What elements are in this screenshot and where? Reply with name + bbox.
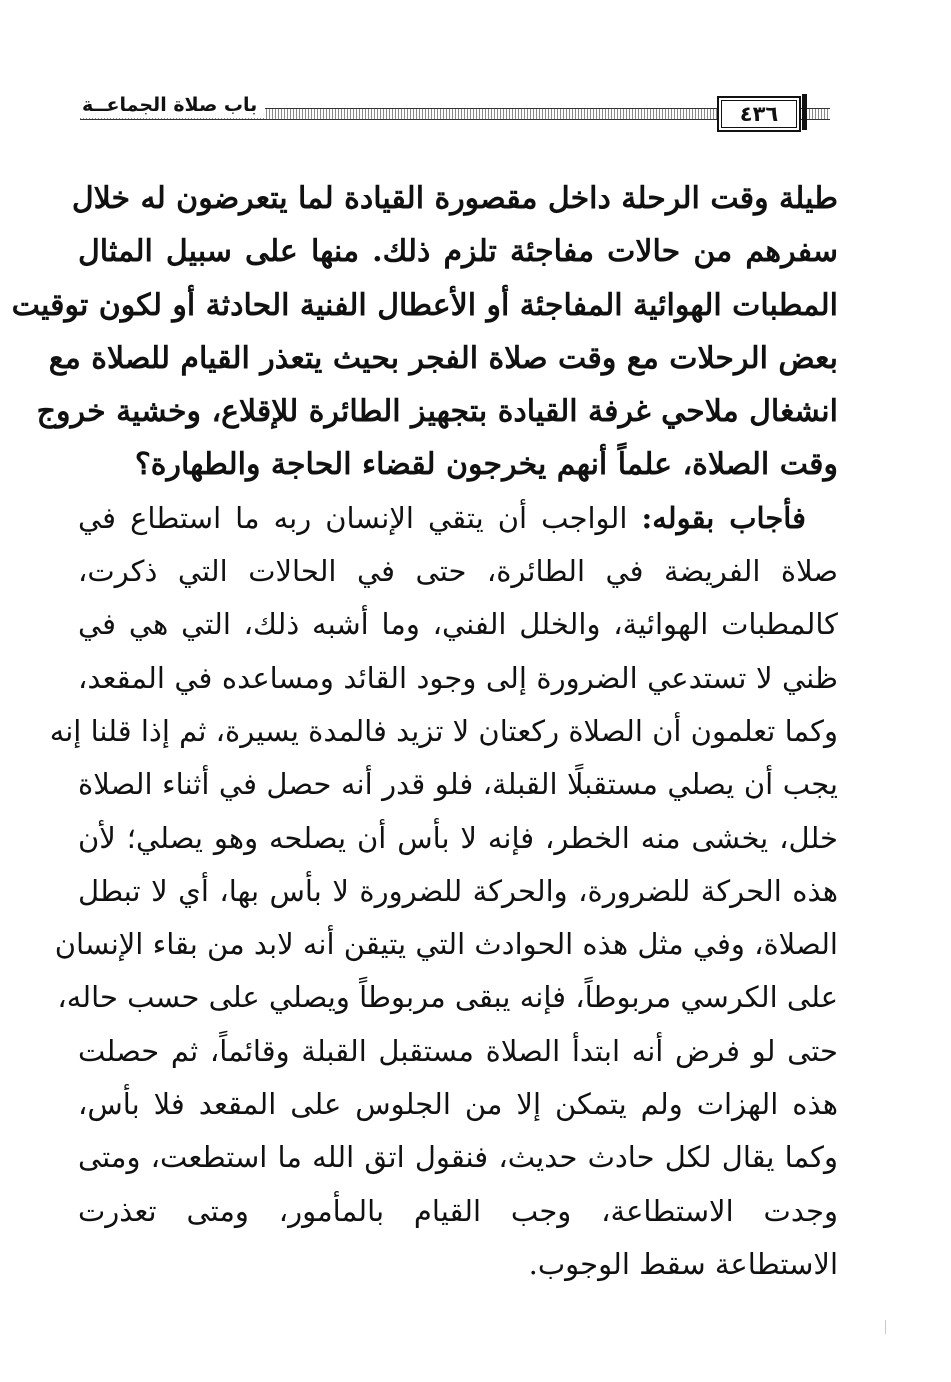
answer-line: وكما تعلمون أن الصلاة ركعتان لا تزيد فالمدة يسيرة، ثم إذا قلنا إنه [49,713,838,748]
running-header [80,88,830,134]
answer-line: هذه الحركة للضرورة، والحركة للضرورة لا بأس بها، أي لا تبطل [78,873,838,908]
answer-lead: فأجاب بقوله: [641,500,807,535]
answer-line: صلاة الفريضة في الطائرة، حتى في الحالات التي ذكرت، [78,554,838,589]
question-line: بعض الرحلات مع وقت صلاة الفجر بحيث يتعذر القيام للصلاة مع [48,340,838,376]
question-line: سفرهم من حالات مفاجئة تلزم ذلك. منها على سبيل المثال [78,234,838,270]
page-number: ٤٣٦ [717,96,801,132]
question-line: المطبات الهوائية المفاجئة أو الأعطال الفنية الحادثة أو لكون توقيت [11,287,838,323]
answer-paragraph [49,492,838,1291]
answer-line: كالمطبات الهوائية، والخلل الفني، وما أشبه ذلك، التي هي في [78,607,838,642]
answer-line: هذه الهزات ولم يتمكن إلا من الجلوس على المقعد فلا بأس، [78,1087,838,1122]
answer-line: حتى لو فرض أنه ابتدأ الصلاة مستقبل القبلة وقائماً، ثم حصلت [78,1033,838,1068]
chapter-title: باب صلاة الجماعــة [80,92,265,118]
answer-line: ظني لا تستدعي الضرورة إلى وجود القائد ومساعده في المقعد، [78,660,838,695]
page-body [11,172,838,1291]
answer-line: خلل، يخشى منه الخطر، فإنه لا بأس أن يصلحه وهو يصلي؛ لأن [78,820,838,855]
question-paragraph [11,172,838,492]
answer-line: على الكرسي مربوطاً، فإنه يبقى مربوطاً ويصلي على حسب حاله، [57,980,838,1015]
answer-line: يجب أن يصلي مستقبلًا القبلة، فلو قدر أنه حصل في أثناء الصلاة [78,767,838,802]
answer-line: وكما يقال لكل حادث حديث، فنقول اتق الله ما استطعت، ومتى [78,1140,838,1175]
question-line: انشغال ملاحي غرفة القيادة بتجهيز الطائرة للإقلاع، وخشية خروج [36,394,838,430]
answer-line: الاستطاعة سقط الوجوب. [528,1246,838,1281]
scan-mark [885,1320,886,1334]
answer-first-line-rest: الواجب أن يتقي الإنسان ربه ما استطاع في [78,500,642,535]
question-line: وقت الصلاة، علماً أنهم يخرجون لقضاء الحاجة والطهارة؟ [134,447,838,483]
header-end-bar [802,94,807,130]
answer-line: الصلاة، وفي مثل هذه الحوادث التي يتيقن أنه لابد من بقاء الإنسان [54,927,838,962]
answer-line: وجدت الاستطاعة، وجب القيام بالمأمور، ومتى تعذرت [78,1193,838,1228]
question-line: طيلة وقت الرحلة داخل مقصورة القيادة لما يتعرضون له خلال [71,181,838,216]
answer-first-line [78,492,838,545]
